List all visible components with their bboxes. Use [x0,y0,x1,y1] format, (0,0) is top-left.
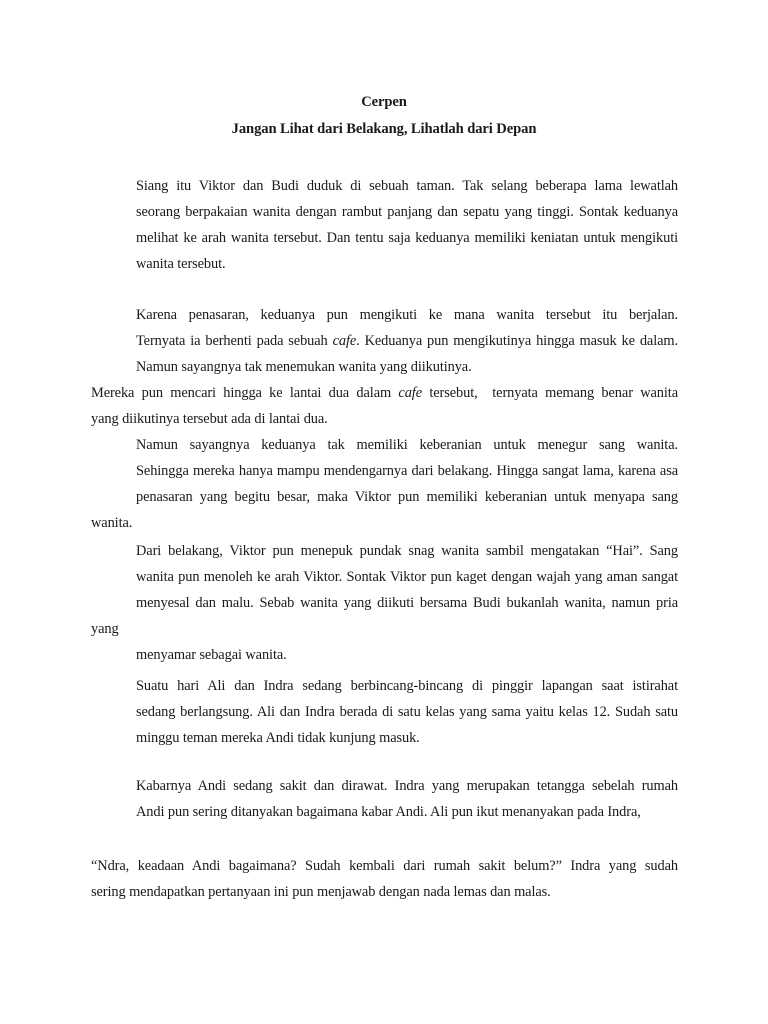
paragraph-line: menyesal dan malu. Sebab wanita yang diikuti bersama Budi bukanlah wanita, namun pria yang [91,595,678,637]
paragraph-line: menyamar sebagai wanita. [136,647,287,663]
italic-term: cafe [398,385,422,401]
text-segment: . Keduanya pun mengikutinya hingga masuk ke dalam. [356,333,678,349]
italic-term: cafe [332,333,357,349]
paragraph-line: Andi pun sering ditanyakan bagaimana kabar Andi. Ali pun ikut menanyakan pada Indra, [136,804,641,820]
document-title: Jangan Lihat dari Belakang, Lihatlah dari Depan [231,121,537,137]
paragraph-line: Kabarnya Andi sedang sakit dan dirawat. Indra yang merupakan tetangga sebelah rumah [136,778,678,794]
document-label: Cerpen [361,94,407,110]
paragraph-2 [91,302,678,380]
paragraph-4 [91,432,678,536]
paragraph-5 [91,538,678,668]
paragraph-line: “Ndra, keadaan Andi bagaimana? Sudah kembali dari rumah sakit belum?” Indra yang sudah [91,858,678,874]
paragraph-7 [91,773,678,825]
text-segment: Ternyata ia berhenti pada sebuah [136,333,333,349]
paragraph-line: yang diikutinya tersebut ada di lantai dua. [91,411,328,427]
paragraph-line: Namun sayangnya keduanya tak memiliki keberanian untuk menegur sang wanita. [136,437,678,453]
paragraph-1 [91,173,678,277]
paragraph-line: Suatu hari Ali dan Indra sedang berbincang-bincang di pinggir lapangan saat istirahat [136,678,678,694]
paragraph-line: seorang berpakaian wanita dengan rambut panjang dan sepatu yang tinggi. Sontak keduanya [136,204,678,220]
text-segment: Mereka pun mencari hingga ke lantai dua dalam [91,385,399,401]
paragraph-8 [91,853,678,905]
paragraph-line: Namun sayangnya tak menemukan wanita yang diikutinya. [136,359,472,375]
paragraph-line: Dari belakang, Viktor pun menepuk pundak snag wanita sambil mengatakan “Hai”. Sang [136,543,678,559]
paragraph-line: penasaran yang begitu besar, maka Viktor pun memiliki keberanian untuk menyapa sang wanita. [91,489,678,531]
paragraph-line: wanita tersebut. [136,256,226,272]
paragraph-line: sedang berlangsung. Ali dan Indra berada di satu kelas yang sama yaitu kelas 12. Sudah satu [136,704,678,720]
paragraph-line: Siang itu Viktor dan Budi duduk di sebuah taman. Tak selang beberapa lama lewatlah [136,178,678,194]
paragraph-3 [91,380,678,432]
paragraph-line: wanita pun menoleh ke arah Viktor. Sontak Viktor pun kaget dengan wajah yang aman sangat [136,569,678,585]
text-segment: tersebut, ternyata memang benar wanita [422,385,678,401]
paragraph-line: Karena penasaran, keduanya pun mengikuti ke mana wanita tersebut itu berjalan. [136,307,678,323]
paragraph-line: Sehingga mereka hanya mampu mendengarnya dari belakang. Hingga sangat lama, karena asa [136,463,678,479]
paragraph-line: melihat ke arah wanita tersebut. Dan tentu saja keduanya memiliki keniatan untuk mengikuti [136,230,678,246]
paragraph-line [91,380,678,406]
paragraph-6 [91,673,678,751]
paragraph-line: minggu teman mereka Andi tidak kunjung masuk. [136,730,420,746]
paragraph-line [91,328,678,354]
paragraph-line: sering mendapatkan pertanyaan ini pun menjawab dengan nada lemas dan malas. [91,884,551,900]
